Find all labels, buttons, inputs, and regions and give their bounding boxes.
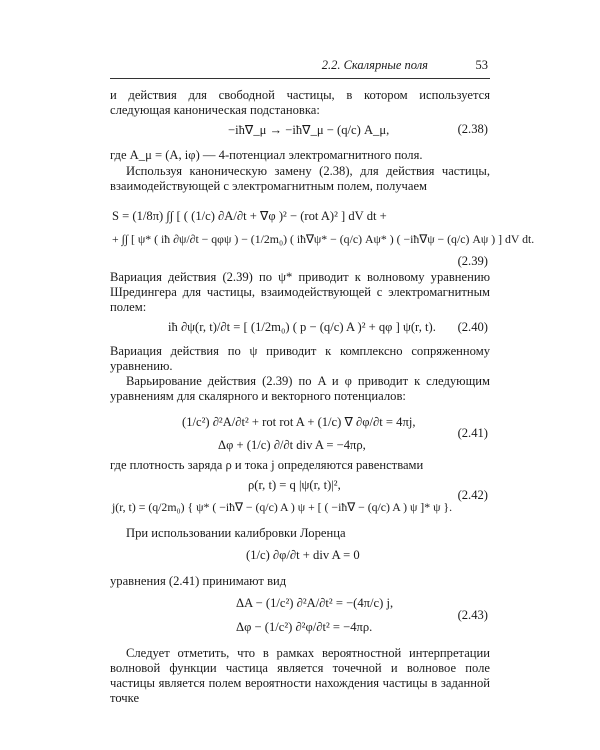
- paragraph-7: где плотность заряда ρ и тока j определяются равенствами: [110, 458, 424, 472]
- running-header: [110, 56, 490, 79]
- paragraph-6: Варьирование действия (2.39) по A и φ приводит к следующим уравнениям для скалярного и векторного потенциалов:: [110, 374, 490, 403]
- eqnum-2-39: (2.39): [457, 254, 488, 268]
- equation-2-42-line2: j(r, t) = (q/2m₀) { ψ* ( −iħ∇ − (q/c) A ) ψ + [ ( −iħ∇ − (q/c) A ) ψ ]* ψ }.: [112, 500, 453, 514]
- paragraph-2: где A_μ = (A, iφ) — 4-потенциал электромагнитного поля.: [110, 148, 423, 162]
- section-title: 2.2. Скалярные поля: [321, 58, 428, 72]
- paragraph-3: Используя каноническую замену (2.38), для действия частицы, взаимодействующей с электромагнитным полем, получаем: [110, 164, 490, 193]
- equation-2-39-line2: + ∫∫ [ ψ* ( iħ ∂ψ/∂t − qφψ ) − (1/2m₀) ( iħ∇ψ* − (q/c) Aψ* ) ( −iħ∇ψ − (q/c) Aψ ) ] dV dt.: [112, 232, 535, 246]
- eqnum-2-42: (2.42): [457, 488, 488, 502]
- equation-2-43-line2: Δφ − (1/c²) ∂²φ/∂t² = −4πρ.: [236, 620, 373, 634]
- eqnum-2-40: (2.40): [457, 320, 488, 334]
- eqnum-2-41: (2.41): [457, 426, 488, 440]
- equation-2-41-line2: Δφ + (1/c) ∂/∂t div A = −4πρ,: [218, 438, 366, 452]
- equation-2-38: −iħ∇_μ → −iħ∇_μ − (q/c) A_μ,: [228, 123, 390, 137]
- eqnum-2-38: (2.38): [457, 122, 488, 136]
- eqnum-2-43: (2.43): [457, 608, 488, 622]
- paragraph-1: и действия для свободной частицы, в котором используется следующая каноническая подстановка:: [110, 88, 490, 117]
- equation-2-41-line1: (1/c²) ∂²A/∂t² + rot rot A + (1/c) ∇ ∂φ/∂t = 4πj,: [182, 415, 416, 429]
- equation-lorenz-gauge: (1/c) ∂φ/∂t + div A = 0: [246, 548, 360, 562]
- equation-2-42-line1: ρ(r, t) = q |ψ(r, t)|²,: [248, 478, 341, 492]
- page-number: 53: [475, 58, 488, 72]
- paragraph-4: Вариация действия (2.39) по ψ* приводит к волновому уравнению Шредингера для частицы, взаимодействующей с электромагнитным полем:: [110, 270, 490, 314]
- paragraph-10: Следует отметить, что в рамках вероятностной интерпретации волновой функции частица является точечной и волновое поле частицы является полем вероятности нахождения частицы в заданной точке: [110, 646, 490, 705]
- equation-2-39-line1: S = (1/8π) ∫∫ [ ( (1/c) ∂A/∂t + ∇φ )² − (rot A)² ] dV dt +: [112, 209, 387, 223]
- equation-2-43-line1: ΔA − (1/c²) ∂²A/∂t² = −(4π/c) j,: [236, 596, 394, 610]
- paragraph-9: уравнения (2.41) принимают вид: [110, 574, 287, 588]
- equation-2-40: iħ ∂ψ(r, t)/∂t = [ (1/2m₀) ( p − (q/c) A )² + qφ ] ψ(r, t).: [168, 320, 436, 334]
- paragraph-8: При использовании калибровки Лоренца: [126, 526, 346, 540]
- paragraph-5: Вариация действия по ψ приводит к комплексно сопряженному уравнению.: [110, 344, 490, 373]
